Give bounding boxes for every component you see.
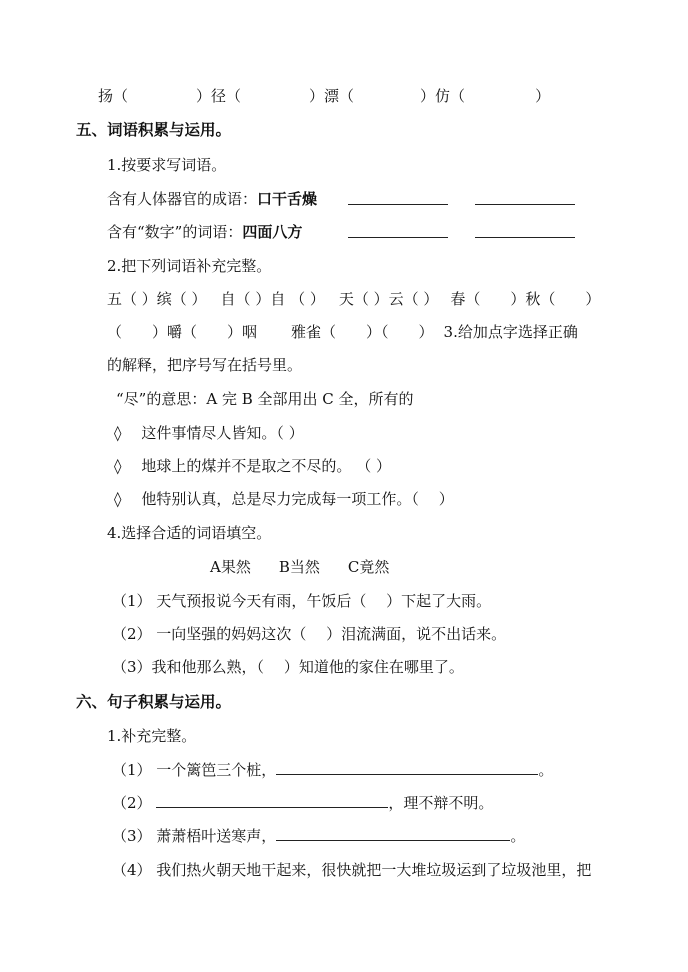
idiom-row-body-parts: 含有人体器官的成语：口干舌燥 bbox=[107, 190, 318, 208]
fill-in-row-words: 扬（ ）径（ ）漂（ ）仿（ ） bbox=[98, 87, 551, 105]
idiom-fill-row-1: 五（ ）缤（ ） 自（ ）自 （ ） 天（ ）云（ ） 春（ ）秋（ ） bbox=[107, 290, 601, 308]
sentence-item-4: （4） 我们热火朝天地干起来，很快就把一大堆垃圾运到了垃圾池里，把 bbox=[112, 861, 592, 879]
fill-sentence: （1） 天气预报说今天有雨，午饭后（ ）下起了大雨。 bbox=[112, 592, 492, 610]
question-2-title: 2.把下列词语补充完整。 bbox=[107, 257, 272, 275]
answer-blank[interactable] bbox=[475, 223, 575, 238]
answer-blank[interactable] bbox=[348, 190, 448, 205]
word-options: A果然 B当然 C竟然 bbox=[210, 558, 390, 576]
idiom-row-numbers: 含有“数字”的词语：四面八方 bbox=[107, 223, 303, 241]
sentence-item-1: （1） 一个篱笆三个桩， 。 bbox=[112, 761, 554, 779]
question-3-title-continued: 的解释，把序号写在括号里。 bbox=[107, 356, 303, 374]
answer-blank[interactable] bbox=[156, 793, 388, 808]
question-1-title: 1.补充完整。 bbox=[107, 727, 197, 745]
fill-sentence: （3）我和他那么熟，（ ）知道他的家住在哪里了。 bbox=[112, 658, 464, 676]
question-1-title: 1.按要求写词语。 bbox=[107, 156, 227, 174]
question-4-title: 4.选择合适的词语填空。 bbox=[107, 524, 272, 542]
idiom-fill-row-2: （ ）嚼（ ）咽 雅雀（ ）（ ） 3.给加点字选择正确 bbox=[107, 323, 578, 341]
choice-item: ◊ 这件事情尽人皆知。（ ） bbox=[114, 424, 304, 442]
section-6-heading: 六、句子积累与运用。 bbox=[76, 692, 232, 711]
section-5-heading: 五、词语积累与运用。 bbox=[76, 120, 232, 139]
answer-blank[interactable] bbox=[475, 190, 575, 205]
fill-sentence: （2） 一向坚强的妈妈这次（ ）泪流满面，说不出话来。 bbox=[112, 625, 507, 643]
answer-blank[interactable] bbox=[276, 760, 538, 775]
choice-item: ◊ 他特别认真，总是尽力完成每一项工作。（ ） bbox=[114, 490, 454, 508]
meaning-options: “尽”的意思：A 完 B 全部用出 C 全，所有的 bbox=[116, 390, 414, 408]
diamond-bullet-icon: ◊ bbox=[114, 457, 122, 475]
answer-blank[interactable] bbox=[276, 826, 510, 841]
answer-blank[interactable] bbox=[348, 223, 448, 238]
sentence-item-2: （2） ，理不辩不明。 bbox=[112, 794, 494, 812]
diamond-bullet-icon: ◊ bbox=[114, 490, 122, 508]
sentence-item-3: （3） 萧萧梧叶送寒声， 。 bbox=[112, 827, 526, 845]
choice-item: ◊ 地球上的煤并不是取之不尽的。 （ ） bbox=[114, 457, 391, 475]
diamond-bullet-icon: ◊ bbox=[114, 424, 122, 442]
